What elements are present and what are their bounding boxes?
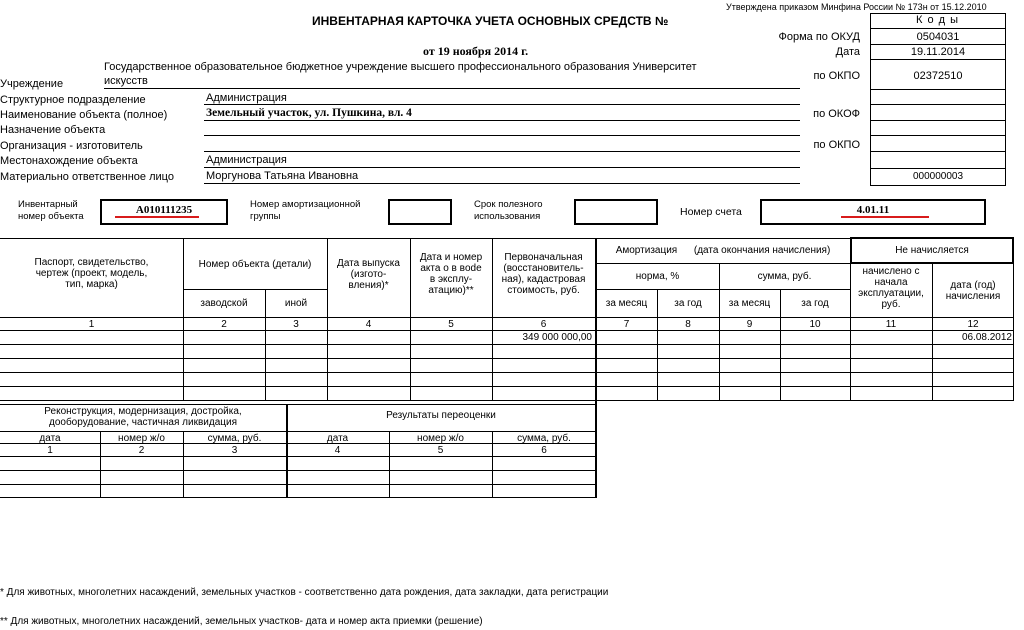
account-underline — [841, 216, 929, 218]
col1-header: Паспорт, свидетельство, чертеж (проект, модель, тип, марка) — [34, 257, 149, 290]
mol-value: Моргунова Татьяна Ивановна — [206, 170, 359, 182]
col12-header: дата (год) начисления — [945, 280, 1001, 302]
reconstruction-header: Реконструкция, модернизация, достройка, дооборудование, частичная ликвидация — [44, 406, 242, 428]
col8-header: за год — [674, 298, 702, 309]
col-num-8: 8 — [685, 319, 691, 330]
inv-number-underline — [115, 216, 199, 218]
location-value: Администрация — [206, 154, 287, 166]
okud-value: 0504031 — [916, 31, 960, 43]
amort-group-label-1: Номер амортизационной — [250, 199, 361, 210]
col4-header: Дата выпуска (изгото- вления)* — [337, 258, 400, 291]
useful-life-label-1: Срок полезного — [474, 199, 543, 210]
col-num-10: 10 — [809, 319, 821, 330]
col-num-2: 2 — [221, 319, 227, 330]
col5-header: Дата и номер акта о в вode в эксплу- атацию)** — [419, 252, 483, 296]
recon-date-header: дата — [39, 433, 61, 444]
norm-header: норма, % — [635, 271, 680, 282]
col-num-7: 7 — [623, 319, 630, 330]
accrual-date-value: 06.08.2012 — [961, 332, 1012, 343]
lower-num-3: 3 — [231, 445, 238, 456]
col-num-9: 9 — [746, 319, 753, 330]
initial-cost-value: 349 000 000,00 — [522, 332, 592, 343]
footnote-2: ** Для животных, многолетних насаждений, земельных участков- дата и номер акта приемки (решение) — [0, 616, 483, 627]
inv-number-value: А010111235 — [135, 204, 193, 216]
amort-group-box — [388, 199, 452, 225]
okpo2-label: по ОКПО — [813, 139, 860, 151]
col10-header: за год — [801, 298, 829, 309]
codes-header: К о д ы — [915, 14, 960, 26]
lower-num-5: 5 — [437, 445, 444, 456]
sum-header: сумма, руб. — [757, 271, 812, 282]
col-num-1: 1 — [88, 319, 95, 330]
col-num-5: 5 — [448, 319, 454, 330]
lower-num-2: 2 — [138, 445, 145, 456]
account-label: Номер счета — [680, 206, 742, 218]
manufacturer-label: Организация - изготовитель — [0, 140, 143, 152]
useful-life-box — [574, 199, 658, 225]
reval-sum-header: сумма, руб. — [517, 433, 571, 444]
okud-label: Форма по ОКУД — [778, 31, 860, 43]
document-title: ИНВЕНТАРНАЯ КАРТОЧКА УЧЕТА ОСНОВНЫХ СРЕДСТВ № — [312, 14, 669, 28]
col23-header: Номер объекта (детали) — [198, 259, 312, 270]
lower-num-4: 4 — [334, 445, 341, 456]
col-num-11: 11 — [885, 319, 897, 330]
lower-num-1: 1 — [47, 445, 53, 456]
col11-header: начислено с начала эксплуатации, руб. — [858, 266, 924, 310]
location-label: Местонахождение объекта — [0, 155, 138, 167]
institution-value-line2: искусств — [104, 75, 148, 87]
okpo-value: 02372510 — [913, 70, 963, 82]
inv-label-1: Инвентарный — [18, 199, 78, 210]
subdivision-value: Администрация — [206, 92, 287, 104]
amort-group-label-2: группы — [250, 211, 281, 222]
object-name-value: Земельный участок, ул. Пушкина, вл. 4 — [206, 107, 412, 119]
reval-num-header: номер ж/о — [417, 433, 464, 444]
col-num-4: 4 — [365, 319, 372, 330]
revaluation-header: Результаты переоценки — [386, 410, 496, 421]
lower-num-6: 6 — [541, 445, 547, 456]
subdivision-label: Структурное подразделение — [0, 94, 146, 106]
recon-sum-header: сумма, руб. — [207, 433, 262, 444]
mol-label: Материально ответственное лицо — [0, 171, 174, 183]
inv-label-2: номер объекта — [18, 211, 84, 222]
reval-date-header: дата — [326, 433, 349, 444]
institution-value-line1: Государственное образовательное бюджетное учреждение высшего профессионального образования Университет — [104, 61, 697, 73]
col-num-3: 3 — [293, 319, 299, 330]
col7-header: за месяц — [605, 298, 648, 309]
approval-note: Утверждена приказом Минфина России № 173н от 15.12.2010 — [726, 2, 987, 12]
recon-num-header: номер ж/о — [118, 433, 165, 444]
col2-header: заводской — [200, 298, 248, 309]
col6-header: Первоначальная (восстановитель- ная), кадастровая стоимость, руб. — [501, 252, 586, 296]
institution-label: Учреждение — [0, 78, 64, 90]
not-accrued-label: Не начисляется — [895, 245, 969, 256]
col9-header: за месяц — [728, 298, 771, 309]
okof-label: по ОКОФ — [813, 108, 860, 120]
date-value: 19.11.2014 — [910, 46, 966, 58]
amortization-header: Амортизация (дата окончания начисления) — [615, 245, 831, 256]
account-value: 4.01.11 — [856, 204, 890, 216]
mol-code-value: 000000003 — [912, 171, 964, 182]
object-name-label: Наименование объекта (полное) — [0, 109, 168, 121]
okpo-label: по ОКПО — [813, 70, 860, 82]
col-num-12: 12 — [967, 319, 979, 330]
useful-life-label-2: использования — [474, 211, 541, 222]
date-label: Дата — [835, 46, 860, 58]
document-date: от 19 ноября 2014 г. — [423, 44, 529, 58]
col3-header: иной — [284, 298, 308, 309]
purpose-label: Назначение объекта — [0, 124, 106, 136]
col-num-6: 6 — [540, 319, 547, 330]
footnote-1: * Для животных, многолетних насаждений, земельных участков - соответственно дата рождения, дата закладки, дата регистрации — [0, 587, 609, 598]
